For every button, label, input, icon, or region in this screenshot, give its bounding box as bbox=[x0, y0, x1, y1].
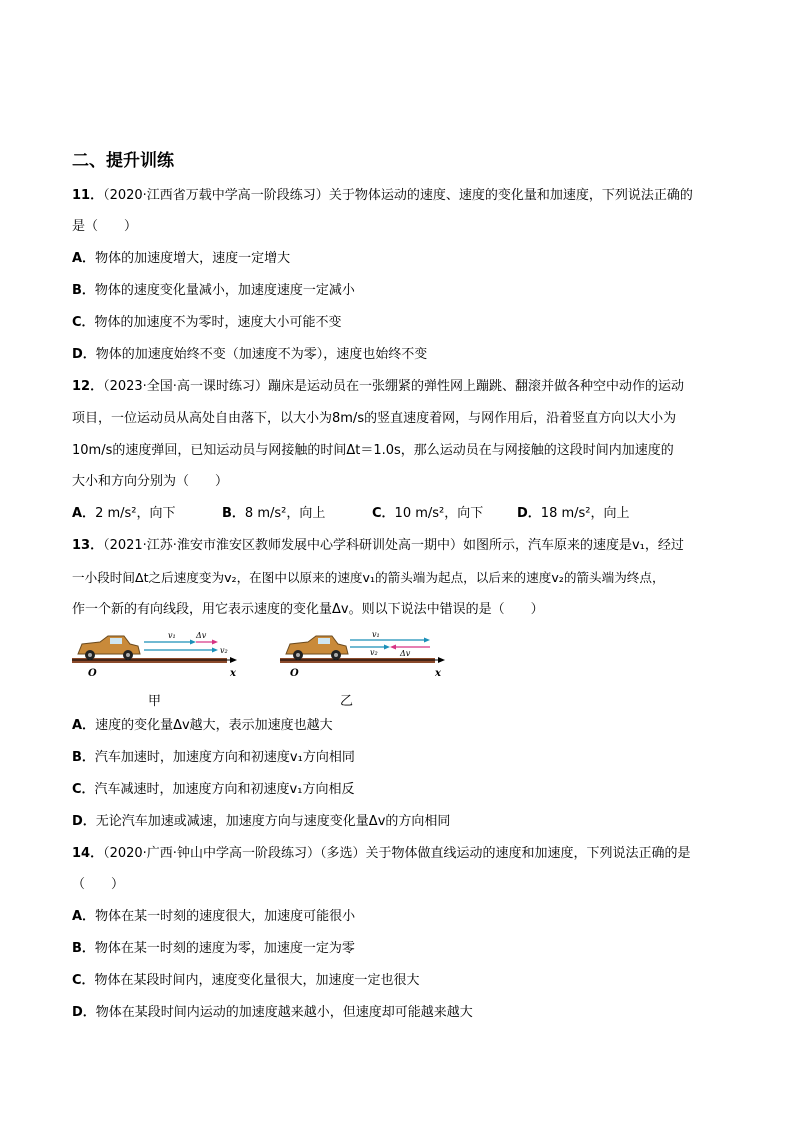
x-axis-label: x bbox=[230, 668, 236, 679]
option-text: 物体的加速度始终不变（加速度不为零），速度也始终不变 bbox=[95, 347, 428, 362]
option-text: 8 m/s²，向上 bbox=[244, 506, 326, 521]
q13-option-a bbox=[72, 716, 333, 736]
option-letter: C． bbox=[72, 315, 95, 330]
option-letter: A． bbox=[72, 251, 96, 266]
q13-option-b bbox=[72, 748, 355, 768]
q14-stem-text1: （多选）关于物体做直线运动的速度和加速度，下列说法正确的是 bbox=[319, 846, 691, 861]
q11-stem-line2: 是（ ） bbox=[72, 219, 138, 234]
origin-label: O bbox=[290, 668, 299, 679]
q14-number: 14． bbox=[72, 846, 104, 861]
q11-stem-text1: 关于物体运动的速度、速度的变化量和加速度，下列说法正确的 bbox=[328, 188, 693, 203]
option-letter: C． bbox=[72, 973, 95, 988]
q14-option-c bbox=[72, 971, 420, 991]
option-letter: B． bbox=[72, 941, 95, 956]
option-text: 18 m/s²，向上 bbox=[540, 506, 630, 521]
v1-label: v₁ bbox=[168, 631, 176, 640]
v2-label: v₂ bbox=[220, 646, 228, 655]
q11-option-b bbox=[72, 281, 355, 301]
figure-jia-caption: 甲 bbox=[148, 694, 162, 709]
q12-options-row bbox=[72, 504, 630, 524]
q12-option-b bbox=[222, 504, 372, 524]
figure-yi bbox=[280, 630, 450, 685]
q14-option-a bbox=[72, 907, 355, 927]
x-axis-arrow bbox=[438, 657, 445, 663]
option-letter: D． bbox=[517, 506, 541, 521]
q12-stem-text1: 蹦床是运动员在一张绷紧的弹性网上蹦跳、翻滚并做各种空中动作的运动 bbox=[267, 379, 684, 394]
v1-label: v₁ bbox=[372, 630, 380, 639]
q12-number: 12． bbox=[72, 379, 104, 394]
option-text: 汽车减速时，加速度方向和初速度v₁方向相反 bbox=[94, 782, 355, 797]
q13-option-c bbox=[72, 780, 354, 800]
q12-stem-line4: 大小和方向分别为（ ） bbox=[72, 474, 229, 489]
option-text: 物体的速度变化量减小，加速度速度一定减小 bbox=[94, 283, 355, 298]
q11-number: 11． bbox=[72, 188, 104, 203]
q14-stem-line2: （ ） bbox=[72, 877, 125, 892]
option-letter: A． bbox=[72, 506, 96, 521]
option-letter: D． bbox=[72, 814, 96, 829]
origin-label: O bbox=[88, 668, 97, 679]
q13-stem-line3: 作一个新的有向线段，用它表示速度的变化量Δv。则以下说法中错误的是（ ） bbox=[72, 602, 544, 617]
dv-label: Δv bbox=[196, 631, 207, 640]
q13-number: 13． bbox=[72, 538, 104, 553]
q12-option-d bbox=[517, 504, 630, 524]
q11-option-c bbox=[72, 313, 342, 333]
q13-source: （2021·江苏·淮安市淮安区教师发展中心学科研训处高一期中） bbox=[103, 538, 463, 553]
option-text: 物体在某段时间内运动的加速度越来越小，但速度却可能越来越大 bbox=[95, 1005, 473, 1020]
q12-stem-line3: 10m/s的速度弹回，已知运动员与网接触的时间Δt＝1.0s，那么运动员在与网接触的这段时间内加速度的 bbox=[72, 443, 674, 458]
q14-option-d bbox=[72, 1003, 473, 1023]
v2-label: v₂ bbox=[370, 648, 378, 657]
q13-stem-line2: 一小段时间Δt之后速度变为v₂，在图中以原来的速度v₁的箭头端为起点，以后来的速度v₂的箭头端为终点， bbox=[72, 570, 665, 585]
q13-stem-line1 bbox=[72, 536, 684, 556]
q12-stem-line1 bbox=[72, 377, 684, 397]
q12-stem-line2: 项目，一位运动员从高处自由落下，以大小为8m/s的竖直速度着网，与网作用后，沿着竖直方向以大小为 bbox=[72, 411, 677, 426]
q13-stem-text1: 如图所示，汽车原来的速度是v₁，经过 bbox=[462, 538, 684, 553]
option-text: 物体在某一时刻的速度很大，加速度可能很小 bbox=[95, 909, 356, 924]
q14-source: （2020·广西·钟山中学高一阶段练习） bbox=[103, 846, 320, 861]
option-letter: A． bbox=[72, 718, 96, 733]
x-axis-arrow bbox=[230, 657, 237, 663]
option-text: 物体在某段时间内，速度变化量很大，加速度一定也很大 bbox=[94, 973, 420, 988]
option-text: 汽车加速时，加速度方向和初速度v₁方向相同 bbox=[94, 750, 355, 765]
option-text: 2 m/s²，向下 bbox=[95, 506, 176, 521]
option-text: 10 m/s²，向下 bbox=[394, 506, 484, 521]
q11-option-a bbox=[72, 249, 290, 269]
section-title: 二、提升训练 bbox=[72, 151, 174, 171]
q14-stem-line1 bbox=[72, 844, 690, 864]
figure-jia bbox=[72, 630, 242, 685]
q11-stem-line1 bbox=[72, 186, 693, 206]
option-text: 无论汽车加速或减速，加速度方向与速度变化量Δv的方向相同 bbox=[95, 814, 451, 829]
car-icon bbox=[78, 636, 140, 660]
option-letter: D． bbox=[72, 1005, 96, 1020]
q12-option-a bbox=[72, 504, 222, 524]
q14-option-b bbox=[72, 939, 355, 959]
option-letter: D． bbox=[72, 347, 96, 362]
figure-yi-caption: 乙 bbox=[340, 694, 354, 709]
dv-label: Δv bbox=[400, 649, 411, 658]
option-letter: B． bbox=[72, 283, 95, 298]
option-letter: B． bbox=[222, 506, 245, 521]
option-text: 物体的加速度增大，速度一定增大 bbox=[95, 251, 291, 266]
q11-source: （2020·江西省万载中学高一阶段练习） bbox=[103, 188, 329, 203]
q12-option-c bbox=[372, 504, 517, 524]
option-letter: C． bbox=[72, 782, 95, 797]
option-letter: B． bbox=[72, 750, 95, 765]
option-text: 速度的变化量Δv越大，表示加速度也越大 bbox=[95, 718, 333, 733]
option-letter: A． bbox=[72, 909, 96, 924]
x-axis-label: x bbox=[435, 668, 441, 679]
option-letter: C． bbox=[372, 506, 395, 521]
option-text: 物体的加速度不为零时，速度大小可能不变 bbox=[94, 315, 342, 330]
q11-option-d bbox=[72, 345, 427, 365]
car-icon bbox=[286, 636, 348, 660]
option-text: 物体在某一时刻的速度为零，加速度一定为零 bbox=[94, 941, 355, 956]
q13-option-d bbox=[72, 812, 450, 832]
q12-source: （2023·全国·高一课时练习） bbox=[103, 379, 268, 394]
